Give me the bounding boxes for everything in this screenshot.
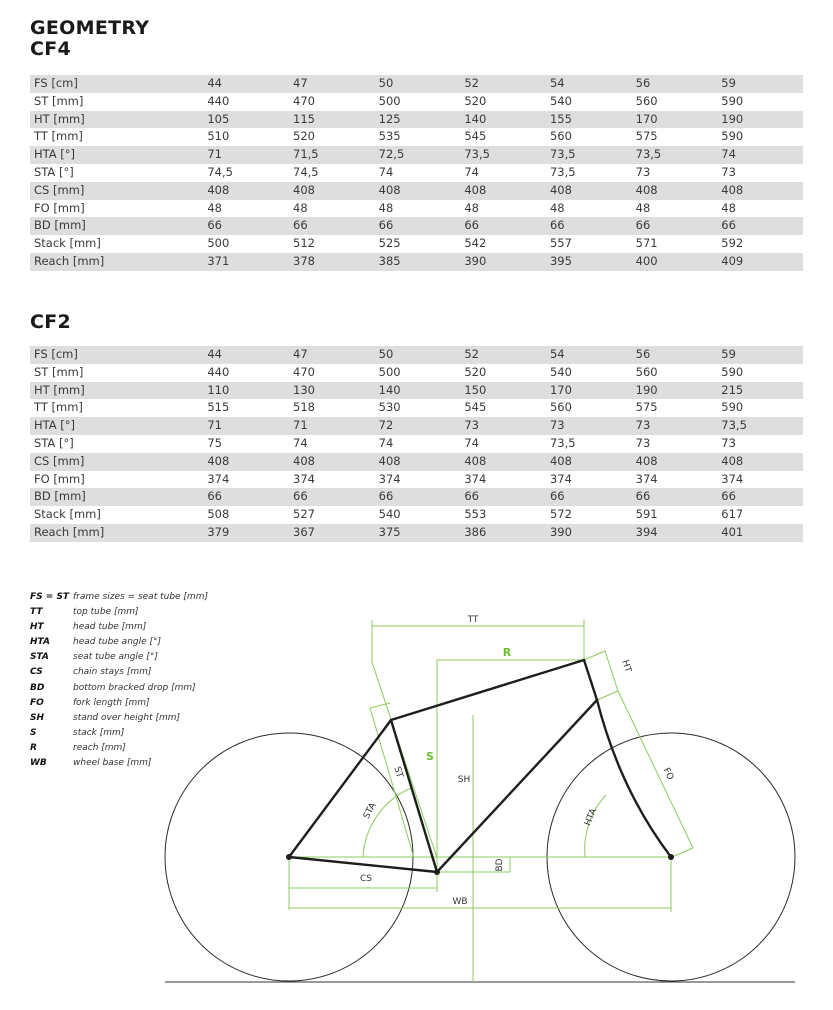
table-cell: 52 [460,75,546,93]
legend-desc: fork length [mm] [73,697,150,708]
table-cell: 190 [632,382,718,400]
legend-desc: wheel base [mm] [73,758,152,769]
legend-abbr: FS = ST [30,592,70,602]
title-cf2: CF2 [30,311,72,333]
legend-abbr: HTA [30,637,50,648]
label-sta: STA [361,801,379,821]
table-cell: 386 [460,524,546,542]
table-cell: 140 [375,382,461,400]
table-cell: 66 [289,217,375,235]
table-cell: 66 [546,488,632,506]
table-cell: 560 [635,364,658,379]
table-cell: 371 [203,253,289,271]
table-cell: 48 [207,200,222,215]
table-cell: 73 [460,417,546,435]
row-label: HT [mm] [30,111,203,129]
table-cell: 408 [375,182,461,200]
table-cell: 73 [721,435,736,450]
table-cell: 170 [546,382,632,400]
table-cell: 560 [635,93,658,108]
table-cell: 557 [549,236,572,251]
label-sh: SH [457,775,471,785]
table-cell: 66 [460,488,546,506]
table-cell: 572 [549,507,572,522]
table-cell: 374 [378,471,401,486]
table-cell: 525 [378,236,401,251]
table-cell: 527 [293,507,315,522]
front-axle [668,854,674,860]
table-cell: 545 [464,129,487,144]
table-cell: 374 [207,471,230,486]
table-cell: 379 [203,524,289,542]
row-label: HTA [°] [30,417,203,435]
label-cs: CS [360,874,372,884]
legend-desc: stand over height [mm] [73,712,181,723]
table-cell: 394 [632,524,718,542]
table-cell: 105 [203,111,289,129]
rear-axle [286,854,292,860]
title-cf4: CF4 [30,38,72,60]
row-label: CS [mm] [30,453,203,471]
legend-desc: head tube angle [°] [73,637,162,648]
table-cell: 66 [460,217,546,235]
legend-desc: chain stays [mm] [73,667,152,678]
table-cell: 540 [378,507,401,522]
table-cell: 540 [549,364,572,379]
label-bd: BD [495,858,505,872]
label-ht: HT [619,659,633,674]
table-cell: 54 [546,75,632,93]
seat-stay [289,720,391,857]
table-cell: 408 [289,453,375,471]
table-cell: 54 [546,346,632,364]
table-cell: 500 [207,236,230,251]
table-cell: 170 [632,111,718,129]
table-cell: 390 [546,524,632,542]
legend-abbr: FO [30,697,44,708]
table-cell: 374 [549,471,572,486]
row-label: Stack [mm] [34,507,101,522]
table-cell: 367 [289,524,375,542]
chain-stay [289,857,437,872]
top-tube [391,660,584,720]
table-cell: 571 [635,236,658,251]
legend-abbr: SH [30,712,45,723]
table-cell: 50 [375,75,461,93]
table-cell: 47 [289,75,375,93]
legend-desc: top tube [mm] [73,607,139,618]
table-cell: 515 [207,400,230,415]
table-cell: 66 [717,217,803,235]
table-cell: 48 [721,200,736,215]
label-s: S [426,750,434,763]
table-cell: 560 [549,129,572,144]
table-cell: 74 [717,146,803,164]
dimension-lines [289,620,693,982]
table-cell: 48 [635,200,651,215]
legend-abbr: S [30,727,37,738]
table-cell: 130 [289,382,375,400]
table-cell: 530 [378,400,401,415]
table-cell: 590 [721,93,744,108]
table-cell: 590 [721,400,744,415]
table-cell: 44 [203,346,289,364]
table-cell: 74,5 [207,164,233,179]
table-cell: 66 [203,488,289,506]
table-cell: 440 [207,364,230,379]
table-cell: 73 [635,435,651,450]
legend-abbr: BD [30,682,45,693]
legend-desc: seat tube angle [°] [73,652,158,663]
table-cell: 215 [717,382,803,400]
table-cell: 50 [375,346,461,364]
legend-desc: frame sizes = seat tube [mm] [73,592,208,602]
table-cell: 66 [632,488,718,506]
table-cell: 575 [635,129,658,144]
row-label: HTA [°] [30,146,203,164]
table-cell: 390 [460,253,546,271]
row-label: FS [cm] [30,75,203,93]
table-cell: 48 [464,200,479,215]
table-cell: 510 [207,129,230,144]
table-cell: 74,5 [293,164,319,179]
row-label: FO [mm] [34,471,85,486]
table-cell: 75 [207,435,222,450]
table-cell: 590 [721,364,744,379]
table-cell: 66 [203,217,289,235]
label-r: R [502,646,512,659]
table-cell: 72 [375,417,461,435]
row-label: BD [mm] [30,217,203,235]
table-cell: 73,5 [717,417,803,435]
legend-abbr: R [30,742,37,753]
table-cell: 66 [546,217,632,235]
table-cell: 408 [632,453,718,471]
table-cell: 48 [549,200,565,215]
table-cell: 71 [289,417,375,435]
legend-abbr: HT [30,622,44,633]
table-cell: 125 [375,111,461,129]
table-cell: 385 [375,253,461,271]
table-cell: 374 [293,471,315,486]
table-cell: 48 [378,200,394,215]
table-cell: 518 [293,400,315,415]
table-cell: 408 [375,453,461,471]
row-label: FS [cm] [30,346,203,364]
table-cell: 59 [717,346,803,364]
label-hta: HTA [583,807,600,828]
table-cell: 140 [460,111,546,129]
row-label: Stack [mm] [34,236,101,251]
table-cell: 401 [717,524,803,542]
title-geometry: GEOMETRY [30,17,150,39]
table-cell: 408 [717,453,803,471]
table-cell: 560 [549,400,572,415]
row-label: CS [mm] [30,182,203,200]
table-cell: 545 [464,400,487,415]
table-cell: 150 [460,382,546,400]
table-cell: 409 [717,253,803,271]
table-cell: 74 [464,164,479,179]
legend-abbr: CS [30,667,43,678]
row-label: ST [mm] [34,364,84,379]
table-cell: 542 [464,236,487,251]
table-cell: 59 [717,75,803,93]
row-label: BD [mm] [30,488,203,506]
table-cell: 408 [289,182,375,200]
table-cell: 374 [464,471,487,486]
table-cell: 400 [632,253,718,271]
table-cell: 155 [546,111,632,129]
table-cell: 73 [721,164,736,179]
table-cell: 73,5 [460,146,546,164]
bottom-bracket [434,869,440,875]
table-cell: 74 [378,164,394,179]
table-cell: 56 [632,75,718,93]
table-cell: 520 [293,129,315,144]
table-cell: 470 [293,93,315,108]
table-cell: 44 [203,75,289,93]
legend-desc: bottom bracked drop [mm] [73,682,196,693]
table-cell: 375 [375,524,461,542]
table-cell: 190 [717,111,803,129]
legend-desc: stack [mm] [73,727,125,738]
table-cell: 592 [721,236,744,251]
table-cell: 408 [546,182,632,200]
table-cell: 110 [203,382,289,400]
row-label: STA [°] [34,164,74,179]
table-cell: 408 [203,182,289,200]
table-cell: 408 [632,182,718,200]
table-cell: 74 [464,435,479,450]
label-tt: TT [467,615,479,625]
row-label: STA [°] [34,435,74,450]
table-cell: 500 [378,93,401,108]
table-cell: 408 [546,453,632,471]
table-cell: 470 [293,364,315,379]
table-cell: 73,5 [549,435,576,450]
table-cell: 47 [289,346,375,364]
table-cell: 74 [378,435,394,450]
table-cell: 115 [289,111,375,129]
table-cell: 71 [203,146,289,164]
head-tube [584,660,597,700]
label-st: ST [391,765,405,780]
legend-abbr: TT [30,607,43,618]
table-cell: 73,5 [632,146,718,164]
table-cell: 73,5 [546,146,632,164]
table-cell: 66 [375,217,461,235]
table-cell: 73 [635,164,651,179]
table-cell: 408 [203,453,289,471]
row-label: TT [mm] [34,129,83,144]
table-cell: 66 [375,488,461,506]
table-cell: 535 [378,129,401,144]
table-cell: 540 [549,93,572,108]
table-cell: 56 [632,346,718,364]
table-cell: 74 [293,435,308,450]
table-cell: 71,5 [289,146,375,164]
table-cell: 440 [207,93,230,108]
seat-tube [391,720,437,872]
label-fo: FO [660,766,675,782]
row-label: Reach [mm] [30,524,203,542]
table-cell: 73 [546,417,632,435]
table-cell: 48 [293,200,308,215]
bike-frame [289,660,671,872]
table-cell: 590 [721,129,744,144]
table-cell: 378 [289,253,375,271]
table-cell: 408 [717,182,803,200]
table-cell: 66 [289,488,375,506]
table-cell: 512 [293,236,315,251]
legend-abbr: STA [30,652,49,663]
table-cell: 408 [460,453,546,471]
row-label: FO [mm] [34,200,85,215]
row-label: HT [mm] [30,382,203,400]
table-cell: 508 [207,507,230,522]
table-cell: 374 [721,471,744,486]
row-label: ST [mm] [34,93,84,108]
row-label: TT [mm] [34,400,83,415]
table-cell: 66 [632,217,718,235]
table-cell: 553 [464,507,487,522]
row-label: Reach [mm] [30,253,203,271]
table-cell: 520 [464,364,487,379]
table-cell: 71 [203,417,289,435]
table-cell: 73 [632,417,718,435]
table-cell: 52 [460,346,546,364]
table-cell: 520 [464,93,487,108]
table-cell: 395 [546,253,632,271]
table-cell: 66 [717,488,803,506]
table-cell: 617 [721,507,744,522]
table-cell: 575 [635,400,658,415]
table-cell: 73,5 [549,164,576,179]
table-cell: 591 [635,507,658,522]
table-cell: 374 [635,471,658,486]
table-cell: 500 [378,364,401,379]
legend-desc: reach [mm] [73,742,126,753]
legend-abbr: WB [30,758,47,769]
table-cell: 72,5 [375,146,461,164]
down-tube [437,700,600,872]
label-wb: WB [452,897,468,907]
table-cell: 408 [460,182,546,200]
legend-desc: head tube [mm] [73,622,147,633]
